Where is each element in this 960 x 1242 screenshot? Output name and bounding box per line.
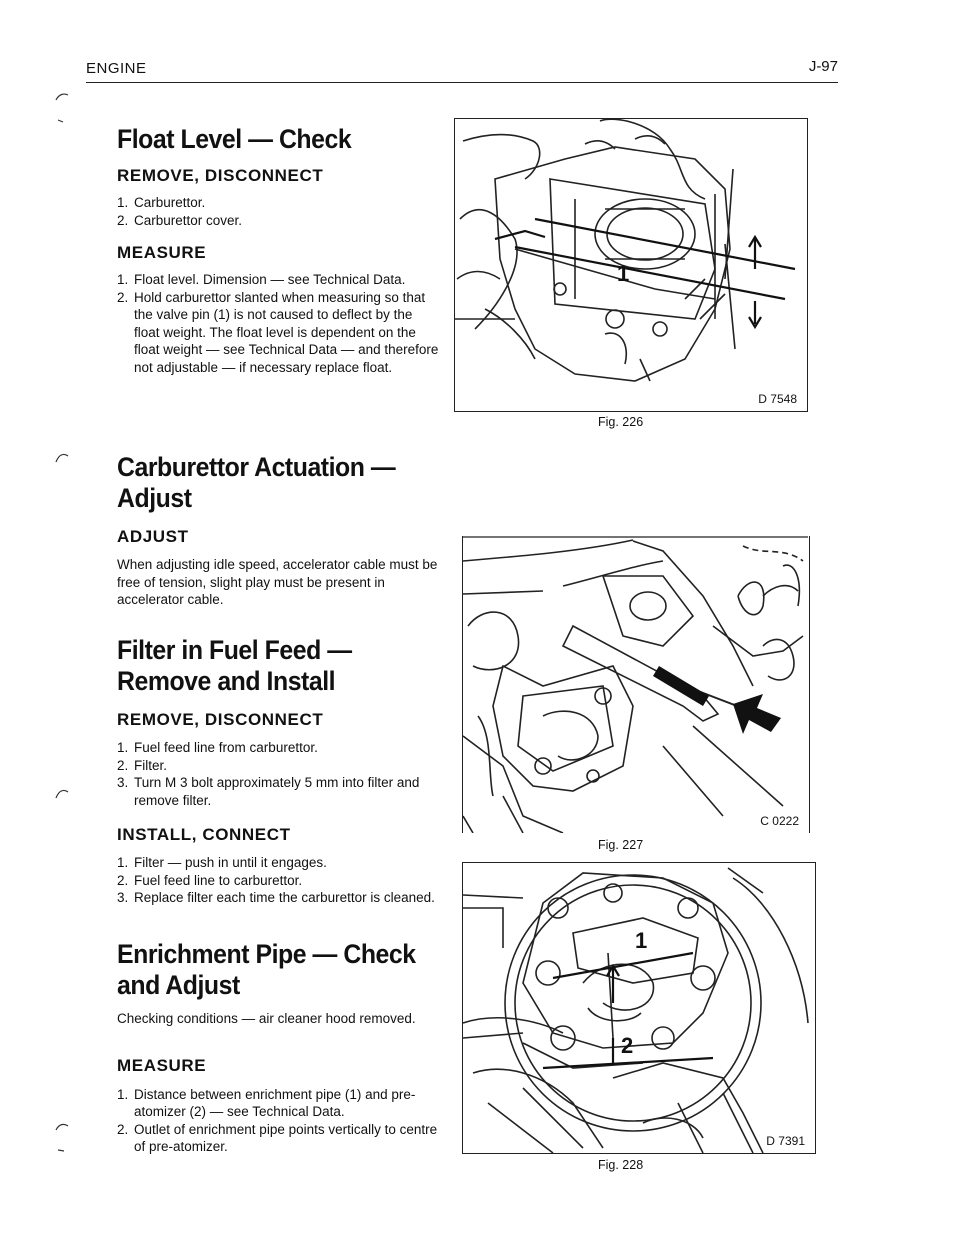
list-item: 1. Carburettor.	[117, 195, 206, 210]
enrichment-title-line2: and Adjust	[117, 970, 240, 1000]
actuation-body: When adjusting idle speed, accelerator cable must be free of tension, slight play must be present in accelerator cable.	[117, 557, 438, 607]
float-remove-list	[117, 194, 439, 229]
fig228-code: D 7391	[766, 1134, 805, 1148]
filter-title-line2: Remove and Install	[117, 666, 336, 696]
fig228-callout-1: 1	[635, 928, 648, 953]
actuation-title-line2: Adjust	[117, 483, 192, 513]
margin-mark	[54, 784, 70, 800]
list-item: 1. Fuel feed line from carburettor.	[117, 740, 318, 755]
fig228-caption: Fig. 228	[598, 1158, 644, 1172]
margin-mark	[54, 1118, 70, 1154]
page-number: J-97	[808, 58, 838, 75]
filter-remove-heading: REMOVE, DISCONNECT	[117, 710, 324, 729]
margin-mark	[54, 86, 70, 126]
list-item: 2. Fuel feed line to carburettor.	[117, 872, 303, 888]
filter-install-heading: INSTALL, CONNECT	[117, 825, 291, 844]
figure-227-image	[462, 536, 810, 833]
list-item: 2. Carburettor cover.	[117, 212, 243, 228]
filter-install-list	[117, 854, 439, 907]
fig226-caption: Fig. 226	[598, 415, 644, 429]
enrichment-measure-list	[117, 1086, 439, 1156]
list-item: 2. Outlet of enrichment pipe points vertically to centre of pre-atomizer.	[117, 1121, 438, 1154]
list-item: 2. Filter.	[117, 757, 168, 773]
section-enrichment	[117, 939, 439, 1156]
section-name: ENGINE	[86, 60, 147, 77]
enrichment-measure-heading: MEASURE	[117, 1055, 207, 1075]
enrichment-conditions: Checking conditions — air cleaner hood removed.	[117, 1011, 416, 1026]
page-header	[86, 58, 838, 83]
float-measure-heading: MEASURE	[117, 243, 207, 262]
float-remove-heading: REMOVE, DISCONNECT	[117, 166, 324, 185]
enrichment-pipe-drawing	[463, 863, 815, 1153]
fig226-code: D 7548	[758, 392, 797, 406]
list-item: 1. Distance between enrichment pipe (1) and pre-atomizer (2) — see Technical Data.	[117, 1086, 416, 1119]
section-filter	[117, 635, 439, 907]
float-title: Float Level — Check	[117, 124, 352, 154]
list-item: 1. Filter — push in until it engages.	[117, 855, 327, 870]
fig228-callout-2: 2	[621, 1033, 634, 1058]
figure-228-image	[462, 862, 816, 1154]
section-actuation	[117, 452, 439, 609]
fig227-caption: Fig. 227	[598, 838, 644, 852]
margin-mark	[54, 448, 70, 464]
fig227-top-edge	[462, 536, 808, 546]
list-item: 2. Hold carburettor slanted when measuring so that the valve pin (1) is not caused to deflect by the float weight. The float level is dependent on the float weight — see Technical Data — and therefore not adjustable — if necessary replace float.	[117, 289, 439, 375]
list-item: 3. Turn M 3 bolt approximately 5 mm into filter and remove filter.	[117, 775, 420, 808]
filter-remove-list	[117, 739, 439, 809]
actuation-title-line1: Carburettor Actuation —	[117, 452, 396, 482]
figure-226-image	[454, 118, 808, 412]
filter-title-line1: Filter in Fuel Feed —	[117, 635, 352, 665]
actuation-adjust-heading: ADJUST	[117, 527, 189, 546]
fig227-code: C 0222	[760, 814, 799, 828]
fig226-callout-1: 1	[617, 261, 630, 286]
fuel-filter-drawing	[463, 536, 809, 833]
list-item: 3. Replace filter each time the carburettor is cleaned.	[117, 890, 435, 905]
float-measure-list	[117, 271, 439, 376]
section-float-level	[117, 124, 439, 376]
carburettor-float-drawing	[455, 119, 807, 411]
enrichment-title-line1: Enrichment Pipe — Check	[117, 939, 416, 969]
list-item: 1. Float level. Dimension — see Technical Data.	[117, 272, 406, 287]
